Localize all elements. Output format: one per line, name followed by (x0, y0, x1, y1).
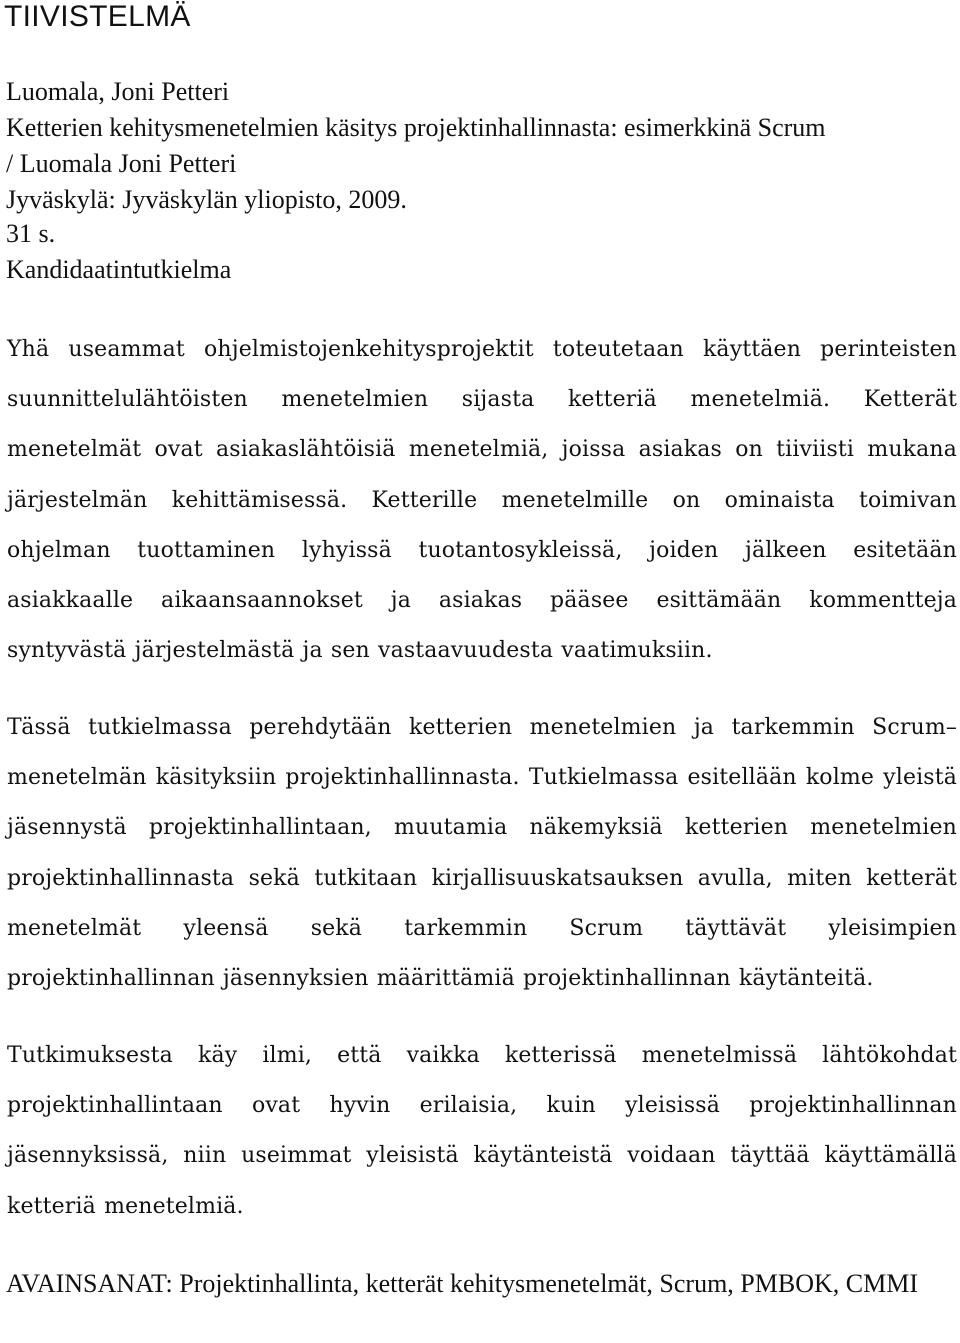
thesis-type: Kandidaatintutkielma (6, 255, 232, 284)
keywords-line: AVAINSANAT: Projektinhallinta, ketterät kehitysmenetelmät, Scrum, PMBOK, CMMI (6, 1269, 919, 1298)
thesis-title-line-2: / Luomala Joni Petteri (6, 149, 237, 178)
thesis-title-line-1: Ketterien kehitysmenetelmien käsitys projektinhallinnasta: esimerkkinä Scrum (6, 113, 826, 142)
bibliographic-info (6, 74, 956, 288)
abstract-paragraph-3: Tutkimuksesta käy ilmi, että vaikka ketterissä menetelmissä lähtökohdat projektinhallintaan ovat hyvin erilaisia, kuin yleisissä projektinhallinnan jäsennyksissä, niin useimmat yleisistä käytänteistä voidaan täyttää käyttämällä ketteriä menetelmiä. (7, 1043, 957, 1219)
abstract-paragraph-2: Tässä tutkielmassa perehdytään ketterien menetelmien ja tarkemmin Scrum–menetelmän käsityksiin projektinhallinnasta. Tutkielmassa esitellään kolme yleistä jäsennystä projektinhallintaan, muutamia näkemyksiä ketterien menetelmien projektinhallinnasta sekä tutkitaan kirjallisuuskatsauksen avulla, miten ketterät menetelmät yleensä sekä tarkemmin Scrum täyttävät yleisimpien projektinhallinnan jäsennyksien määrittämiä projektinhallinnan käytänteitä. (7, 715, 957, 992)
page-count: 31 s. (6, 219, 56, 248)
publisher-line: Jyväskylä: Jyväskylän yliopisto, 2009. (6, 185, 407, 214)
author-name: Luomala, Joni Petteri (6, 77, 230, 106)
abstract-paragraph-1: Yhä useammat ohjelmistojenkehitysprojektit toteutetaan käyttäen perinteisten suunnittelulähtöisten menetelmien sijasta ketteriä menetelmiä. Ketterät menetelmät ovat asiakaslähtöisiä menetelmiä, joissa asiakas on tiiviisti mukana järjestelmän kehittämisessä. Ketterille menetelmille on ominaista toimivan ohjelman tuottaminen lyhyissä tuotantosykleissä, joiden jälkeen esitetään asiakkaalle aikaansaannokset ja asiakas pääsee esittämään kommentteja syntyvästä järjestelmästä ja sen vastaavuudesta vaatimuksiin. (7, 337, 957, 664)
page-title: TIIVISTELMÄ (4, 0, 191, 33)
